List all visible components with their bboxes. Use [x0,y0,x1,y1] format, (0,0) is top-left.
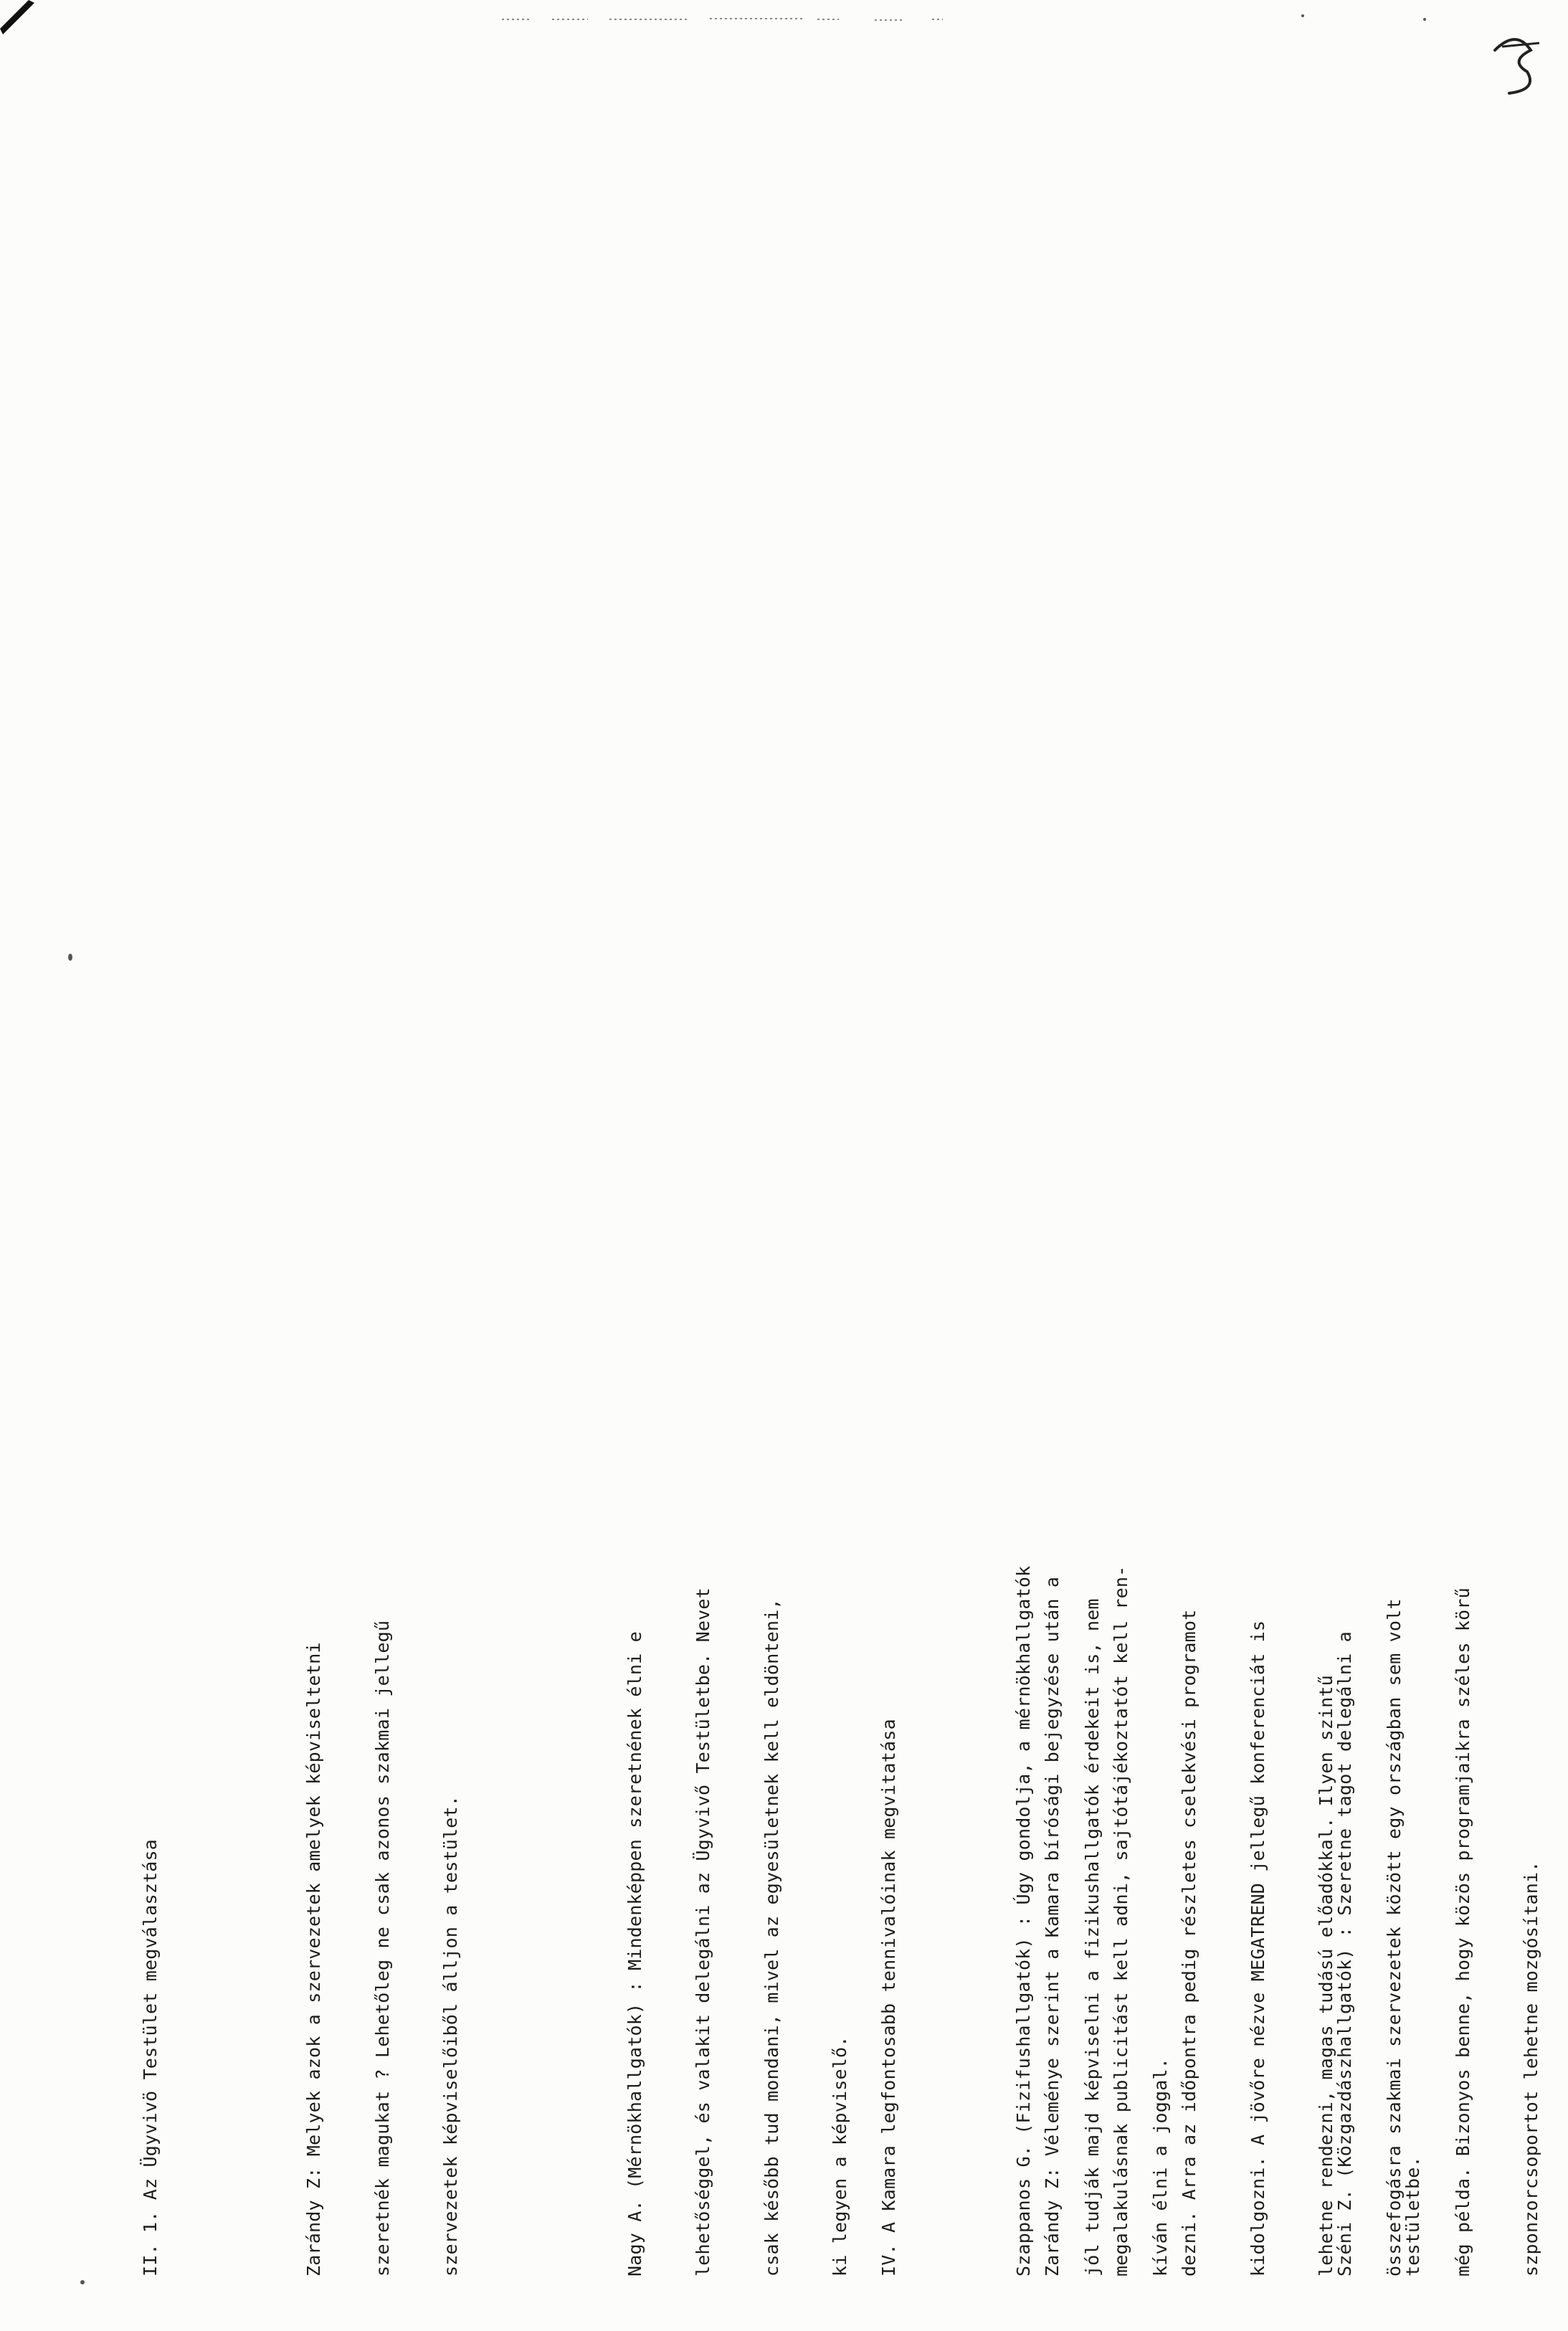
text-line: Szappanos G. (Fizifushallgatók) : Úgy gondolja, a mérnökhallgatók [1013,1565,1035,2277]
text-line: még példa. Bizonyos benne, hogy közös programjaikra széles körű [1452,1587,1473,2277]
text-line: dezni. Arra az időpontra pedig részletes cselekvési programot [1179,1609,1200,2277]
paragraph [257,90,508,2277]
text-line: Nagy A. (Mérnökhallgatók) : Mindenképpen szeretnének élni e [624,1631,645,2277]
text-line: kidolgozni. A jövőre nézve MEGATREND jellegű konferenciát is [1247,1620,1268,2277]
paragraph [996,90,1568,2277]
text-line: jól tudják majd képviselni a fizikushallgatók érdekeit is, nem [1081,1598,1103,2277]
text-line: Zarándy Z: Véleménye szerint a Kamara bírósági bejegyzése után a [1042,1576,1063,2277]
right-column [832,90,1542,2277]
scan-speck [68,954,72,961]
text-line: lehetőséggel, és valakit delegálni az Ügyvivő Testületbe. Nevet [693,1587,714,2277]
corner-pen-stroke [0,0,43,43]
text-line: megalakulásnak publicitást kell adni, sajtótájékoztatót kell ren- [1110,1565,1131,2277]
text-line: Széni Z. (Közgazdászhallgatók) : Szeretne tagot delegálni a [1334,1631,1355,2277]
scan-speck [1301,14,1304,17]
text-line: ki legyen a képviselő. [829,2036,850,2277]
text-line: szervezetek képviselőiből álljon a testület. [440,1795,462,2277]
text-line: csak később tud mondani, mivel az egyesületnek kell eldönteni, [761,1598,782,2277]
text-line: szeretnék magukat ? Lehetőleg ne csak azonos szakmai jellegű [371,1620,393,2277]
text-line: szponzorcsoportot lehetne mozgósítani. [1521,1861,1542,2277]
text-line: kíván élni a joggal. [1150,2057,1172,2277]
scan-speck [80,2280,85,2284]
text-line: összefogásra szakmai szervezetek között egy országban sem volt [1384,1598,1405,2277]
text-line: Zarándy Z: Melyek azok a szervezetek amelyek képviseltetni [303,1642,325,2277]
text-line: testületbe. [1402,2156,1424,2277]
scan-noise-line [502,14,946,24]
scan-speck [1423,18,1426,21]
text-line: lehetne rendezni, magas tudású előadókkal. Ilyen szintű [1315,1675,1336,2277]
section-heading: IV. A Kamara legfontosabb tennivalóinak megvitatása [878,1719,899,2277]
section-heading: II. 1. Az Ügyvivö Testület megválasztása [139,1838,161,2277]
